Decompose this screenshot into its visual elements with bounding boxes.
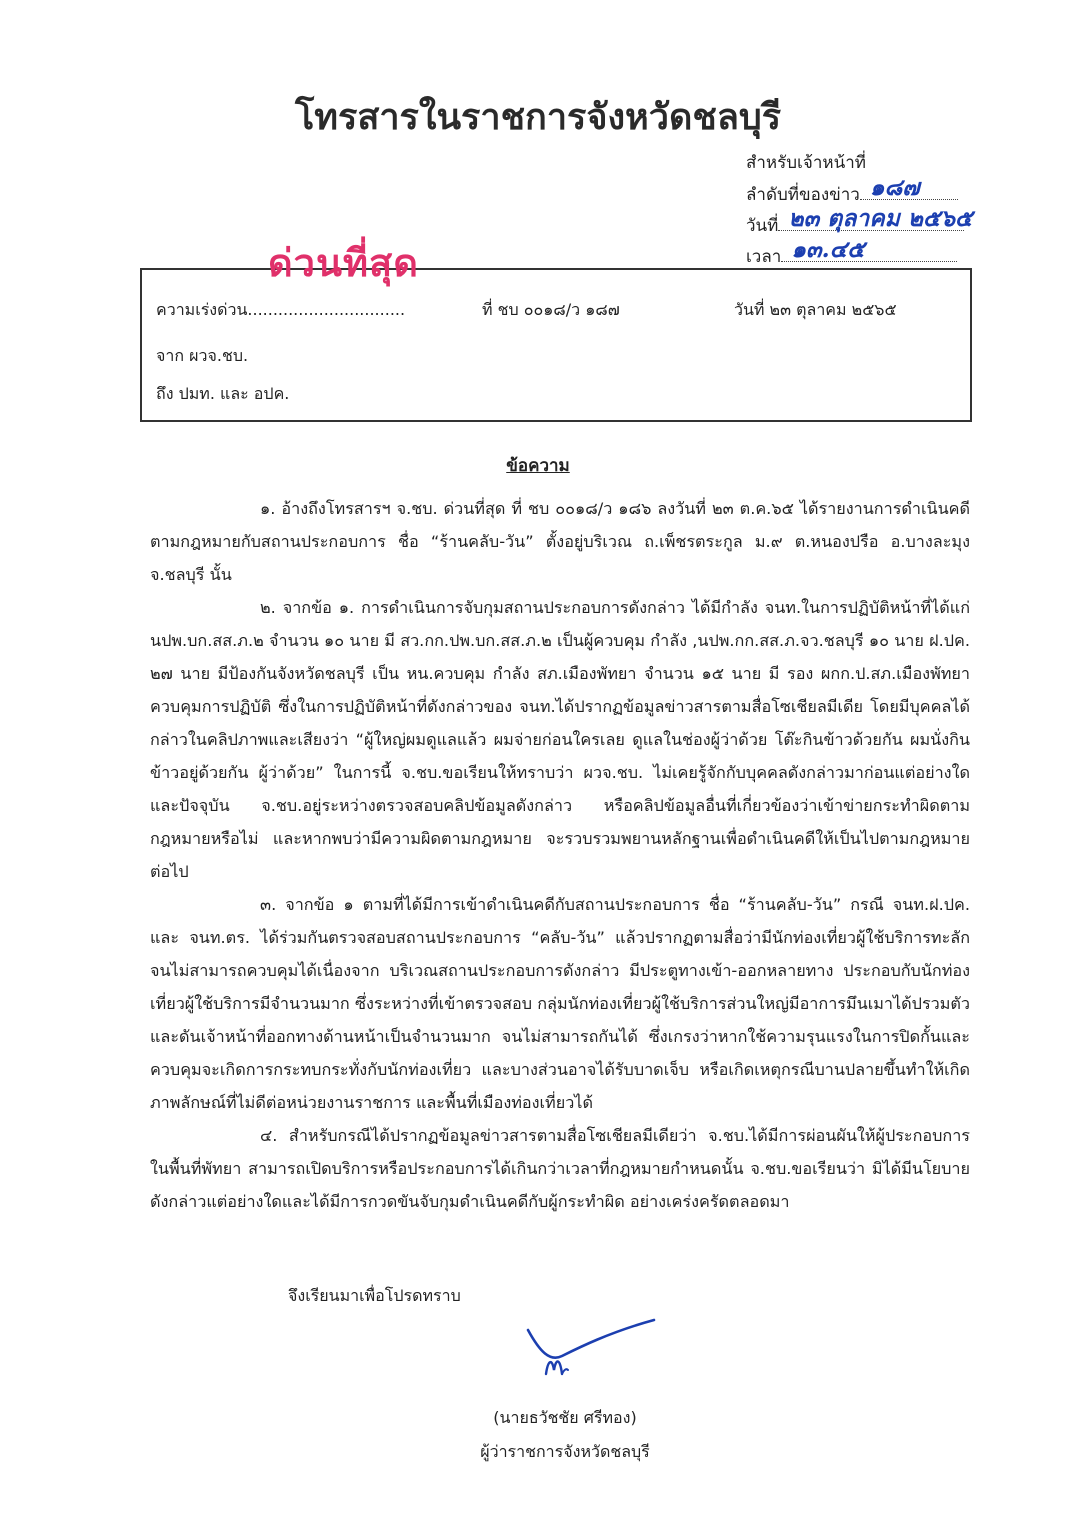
sequence-dots xyxy=(860,174,958,201)
reference-number: ที่ ชบ ๐๐๑๘/ว ๑๘๗ xyxy=(482,300,620,319)
date-value: ๒๓ ตุลาคม ๒๕๖๕ xyxy=(788,205,973,232)
sequence-value: ๑๘๗ xyxy=(869,174,920,201)
urgency-label: ความเร่งด่วน............................... xyxy=(156,300,406,319)
paragraph-2: ๒. จากข้อ ๑. การดำเนินการจับกุมสถานประกอบการดังกล่าว ได้มีกำลัง จนท.ในการปฏิบัติหน้าที่ได้แก่ นปพ.บก.สส.ภ.๒ จำนวน ๑๐ นาย มี สว.กก.ปพ.บก.สส.ภ.๒ เป็นผู้ควบคุม กำลัง ,นปพ.กก.สส.ภ.จว.ชลบุรี ๑๐ นาย ฝ.ปค. ๒๗ นาย มีป้องกันจังหวัดชลบุรี เป็น หน.ควบคุม กำลัง สภ.เมืองพัทยา จำนวน ๑๕ นาย มี รอง ผกก.ป.สภ.เมืองพัทยา ควบคุมการปฏิบัติ ซึ่งในการปฏิบัติหน้าที่ดังกล่าวของ จนท.ได้ปรากฏข้อมูลข่าวสารตามสื่อโซเชียลมีเดีย โดยมีบุคคลได้กล่าวในคลิปภาพและเสียงว่า “ผู้ใหญ่ผมดูแลแล้ว ผมจ่ายก่อนใครเลย ดูแลในช่องผู้ว่าด้วย โต๊ะกินข้าวด้วยกัน ผมนั่งกินข้าวอยู่ด้วยกัน ผู้ว่าด้วย” ในการนี้ จ.ชบ.ขอเรียนให้ทราบว่า ผวจ.ชบ. ไม่เคยรู้จักกับบุคคลดังกล่าวมาก่อนแต่อย่างใด และปัจจุบัน จ.ชบ.อยู่ระหว่างตรวจสอบคลิปข้อมูลดังกล่าว หรือคลิปข้อมูลอื่นที่เกี่ยวข้องว่าเข้าข่ายกระทำผิดตามกฎหมายหรือไม่ และหากพบว่ามีความผิดตามกฎหมาย จะรวบรวมพยานหลักฐานเพื่อดำเนินคดีให้เป็นไปตามกฎหมายต่อไป xyxy=(150,598,970,881)
document-title: โทรสารในราชการจังหวัดชลบุรี xyxy=(294,97,782,138)
paragraph-4: ๔. สำหรับกรณีได้ปรากฏข้อมูลข่าวสารตามสื่อโซเชียลมีเดียว่า จ.ชบ.ได้มีการผ่อนผันให้ผู้ประกอบการในพื้นที่พัทยา สามารถเปิดบริการหรือประกอบการได้เกินกว่าเวลาที่กฎหมายกำหนดนั้น จ.ชบ.ขอเรียนว่า มิได้มีนโยบายดังกล่าวแต่อย่างใดและได้มีการกวดขันจับกุมดำเนินคดีกับผู้กระทำผิด อย่างเคร่งครัดตลอดมา xyxy=(150,1126,970,1211)
signatory-position: ผู้ว่าราชการจังหวัดชลบุรี xyxy=(480,1442,650,1461)
sequence-label: ลำดับที่ของข่าว xyxy=(746,185,860,205)
paragraph-3: ๓. จากข้อ ๑ ตามที่ได้มีการเข้าดำเนินคดีกับสถานประกอบการ ชื่อ “ร้านคลับ-วัน” กรณี จนท.ฝ.ปค. และ จนท.ตร. ได้ร่วมกันตรวจสอบสถานประกอบการ “คลับ-วัน” แล้วปรากฏตามสื่อว่ามีนักท่องเที่ยวผู้ใช้บริการทะลัก จนไม่สามารถควบคุมได้เนื่องจาก บริเวณสถานประกอบการดังกล่าว มีประตูทางเข้า-ออกหลายทาง ประกอบกับนักท่องเที่ยวผู้ใช้บริการมีจำนวนมาก ซึ่งระหว่างที่เข้าตรวจสอบ กลุ่มนักท่องเที่ยวผู้ใช้บริการส่วนใหญ่มีอาการมึนเมาได้ปรวมตัวและดันเจ้าหน้าที่ออกทางด้านหน้าเป็นจำนวนมาก จนไม่สามารถกันได้ ซึ่งเกรงว่าหากใช้ความรุนแรงในการปิดกั้นและควบคุมจะเกิดการกระทบกระทั่งกับนักท่องเที่ยว และบางส่วนอาจได้รับบาดเจ็บ หรือเกิดเหตุกรณีบานปลายขึ้นทำให้เกิดภาพลักษณ์ที่ไม่ดีต่อหน่วยงานราชการ และพื้นที่เมืองท่องเที่ยวได้ xyxy=(150,895,970,1112)
urgent-stamp: ด่วนที่สุด xyxy=(268,241,419,285)
message-body xyxy=(150,492,970,1218)
officer-block xyxy=(746,148,973,272)
time-dots xyxy=(781,236,957,263)
officer-label: สำหรับเจ้าหน้าที่ xyxy=(746,153,866,173)
memo-header-box xyxy=(140,268,972,422)
time-label: เวลา xyxy=(746,247,782,267)
memo-from: จาก ผวจ.ชบ. xyxy=(156,346,249,365)
signatory-name: (นายธวัชชัย ศรีทอง) xyxy=(493,1408,637,1427)
paragraph-1: ๑. อ้างถึงโทรสารฯ จ.ชบ. ด่วนที่สุด ที่ ชบ ๐๐๑๘/ว ๑๘๖ ลงวันที่ ๒๓ ต.ค.๖๕ ได้รายงานการดำเนินคดีตามกฎหมายกับสถานประกอบการ ชื่อ “ร้านคลับ-วัน” ตั้งอยู่บริเวณ ถ.เพ็ชรตระกูล ม.๙ ต.หนองปรือ อ.บางละมุง จ.ชลบุรี นั้น xyxy=(150,499,970,584)
signature-image xyxy=(520,1312,660,1392)
time-value: ๑๓.๔๕ xyxy=(791,236,865,263)
date-dots xyxy=(778,205,973,232)
date-label: วันที่ xyxy=(746,216,779,236)
closing-line: จึงเรียนมาเพื่อโปรดทราบ xyxy=(288,1286,461,1305)
section-heading: ข้อความ xyxy=(506,456,570,476)
memo-to: ถึง ปมท. และ อปค. xyxy=(156,384,290,403)
memo-date: วันที่ ๒๓ ตุลาคม ๒๕๖๕ xyxy=(734,300,897,319)
